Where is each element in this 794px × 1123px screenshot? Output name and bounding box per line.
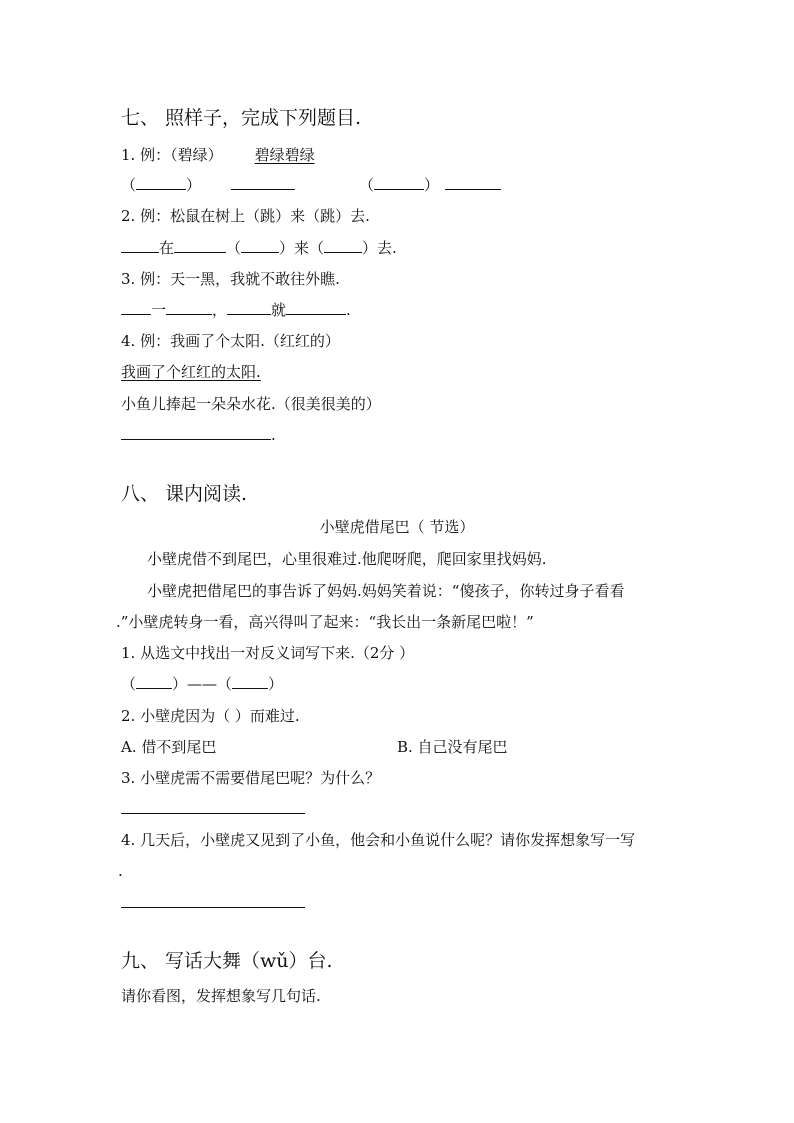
answer-blank[interactable]: [121, 425, 271, 440]
paren-left: （: [359, 176, 375, 194]
answer-blank[interactable]: [136, 175, 186, 190]
answer-blank[interactable]: [286, 300, 346, 315]
passage-paragraph-2a: 小壁虎把借尾巴的事告诉了妈妈.妈妈笑着说：“傻孩子，你转过身子看看: [147, 582, 625, 600]
s8-q3: 3. 小壁虎需不需要借尾巴呢？为什么？: [121, 769, 381, 787]
s7-q4-answer-line: [121, 425, 276, 445]
answer-blank[interactable]: [227, 300, 271, 315]
text-fragment: ，: [212, 301, 228, 319]
s8-q4-end: .: [118, 862, 123, 880]
s8-q4-answer-line: [121, 893, 305, 913]
text-fragment: ）——（: [172, 675, 233, 693]
s7-q1: [121, 145, 315, 165]
answer-blank[interactable]: [231, 175, 295, 190]
paren-left: （: [121, 176, 137, 194]
passage-paragraph-1: 小壁虎借不到尾巴，心里很难过.他爬呀爬，爬回家里找妈妈.: [147, 550, 547, 568]
text-fragment: .: [346, 301, 351, 319]
s8-q2: 2. 小壁虎因为（ ）而难过.: [121, 707, 300, 725]
text-fragment: 一: [151, 301, 167, 319]
section-7-heading: 七、 照样子，完成下列题目.: [121, 107, 362, 129]
paren-right: ）: [424, 176, 440, 194]
answer-blank[interactable]: [241, 238, 279, 253]
s7-q4: 4. 例：我画了个太阳.（红红的）: [121, 332, 340, 350]
text-fragment: 在: [159, 239, 175, 257]
s8-q4: 4. 几天后，小壁虎又见到了小鱼，他会和小鱼说什么呢？请你发挥想象写一写: [121, 831, 636, 849]
text-fragment: ）去.: [362, 239, 397, 257]
text-fragment: ）: [268, 675, 284, 693]
s7-q2-blanks: [121, 238, 397, 258]
answer-blank[interactable]: [121, 893, 305, 908]
answer-blank[interactable]: [166, 300, 212, 315]
s7-q3: 3. 例：天一黑，我就不敢往外瞧.: [121, 270, 340, 288]
text-fragment: 就: [271, 301, 287, 319]
answer-blank[interactable]: [324, 238, 362, 253]
answer-blank[interactable]: [121, 238, 159, 253]
passage-title: 小壁虎借尾巴（ 节选）: [319, 518, 475, 536]
s7-q4-task: 小鱼儿捧起一朵朵水花.（很美很美的）: [121, 395, 381, 413]
answer-blank[interactable]: [445, 175, 501, 190]
s9-prompt: 请你看图，发挥想象写几句话.: [121, 987, 321, 1005]
answer-blank[interactable]: [136, 674, 172, 689]
s7-q1-answer: 碧绿碧绿: [254, 146, 315, 164]
s8-q2-option-b[interactable]: B. 自己没有尾巴: [397, 738, 508, 756]
s7-q1-blanks: [121, 175, 501, 195]
answer-blank[interactable]: [232, 674, 268, 689]
section-9-heading: 九、 写话大舞（wǔ）台.: [121, 950, 333, 972]
answer-blank[interactable]: [121, 300, 151, 315]
answer-blank[interactable]: [374, 175, 424, 190]
answer-blank[interactable]: [121, 799, 305, 814]
answer-blank[interactable]: [174, 238, 226, 253]
s8-q1: 1. 从选文中找出一对反义词写下来.（2分 ）: [121, 644, 415, 662]
section-8-heading: 八、 课内阅读.: [121, 483, 248, 505]
s8-q1-blanks: [121, 674, 283, 694]
period: .: [271, 426, 276, 444]
text-fragment: ）来（: [279, 239, 325, 257]
s7-q1-prefix: 1. 例：（碧绿）: [121, 146, 223, 164]
s7-q3-blanks: [121, 300, 351, 320]
text-fragment: （: [121, 675, 137, 693]
s7-q4-example: 我画了个红红的太阳.: [121, 363, 261, 381]
s8-q3-answer-line: [121, 799, 305, 819]
text-fragment: （: [226, 239, 242, 257]
passage-paragraph-2b: .”小壁虎转身一看，高兴得叫了起来：“我长出一条新尾巴啦！”: [116, 613, 534, 631]
s8-q2-option-a[interactable]: A. 借不到尾巴: [121, 738, 217, 756]
paren-right: ）: [186, 176, 202, 194]
s7-q2: 2. 例：松鼠在树上（跳）来（跳）去.: [121, 207, 370, 225]
